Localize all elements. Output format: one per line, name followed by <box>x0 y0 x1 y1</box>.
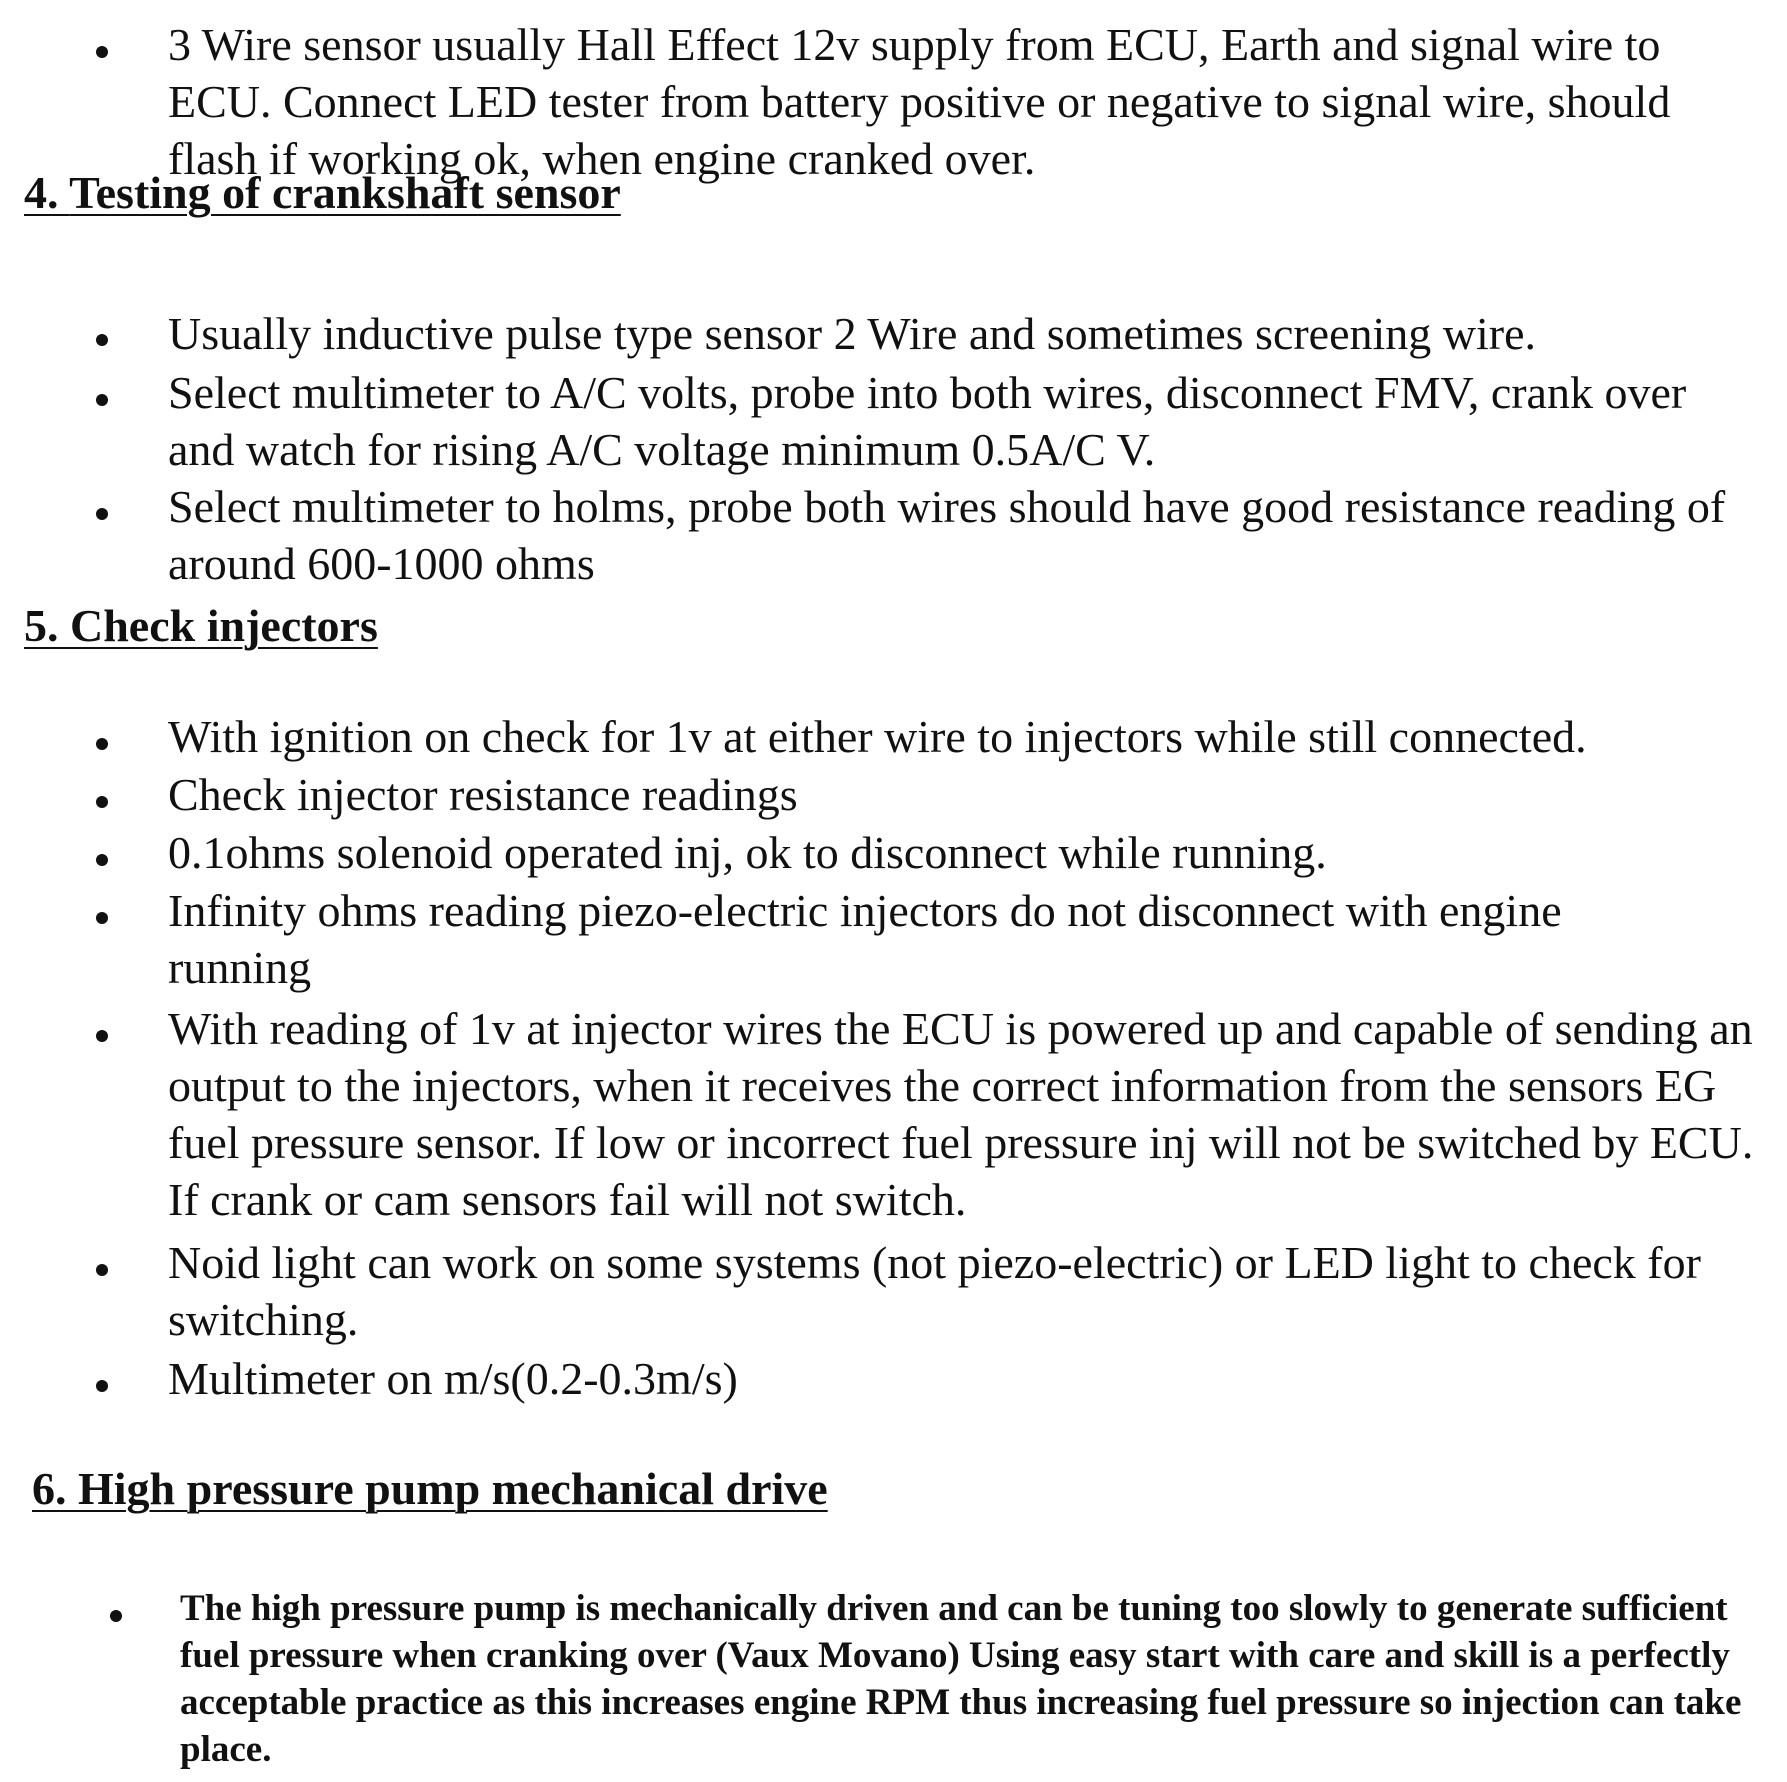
bullet-icon <box>96 334 108 346</box>
section-title: High pressure pump mechanical drive <box>78 1463 828 1514</box>
section-heading-5 <box>24 597 378 654</box>
list-item: Multimeter on m/s(0.2-0.3m/s) <box>168 1353 738 1404</box>
bullet-icon <box>96 1030 108 1042</box>
list-item: Check injector resistance readings <box>168 769 798 820</box>
section-number: 6. <box>32 1463 67 1514</box>
list-item: Noid light can work on some systems (not piezo-electric) or LED light to check for switching. <box>168 1237 1701 1345</box>
section-number: 4. <box>24 167 59 218</box>
bullet-icon <box>96 738 108 750</box>
list-item: 0.1ohms solenoid operated inj, ok to disconnect while running. <box>168 827 1327 878</box>
list-item: Infinity ohms reading piezo-electric injectors do not disconnect with engine running <box>168 885 1562 993</box>
section-number: 5. <box>24 600 59 651</box>
bullet-icon <box>96 1380 108 1392</box>
bullet-icon <box>96 912 108 924</box>
list-item: Select multimeter to A/C volts, probe into both wires, disconnect FMV, crank over and watch for rising A/C voltage minimum 0.5A/C V. <box>168 367 1687 475</box>
bullet-icon <box>96 394 108 406</box>
list-item: Usually inductive pulse type sensor 2 Wire and sometimes screening wire. <box>168 308 1537 359</box>
bullet-icon <box>96 854 108 866</box>
list-item: Select multimeter to holms, probe both wires should have good resistance reading of around 600-1000 ohms <box>168 481 1726 589</box>
bullet-icon <box>96 796 108 808</box>
bullet-icon <box>96 1264 108 1276</box>
list-item: The high pressure pump is mechanically driven and can be tuning too slowly to generate sufficient fuel pressure when cranking over (Vaux Movano) Using easy start with care and skill is a perfectly acceptable practice as this increases engine RPM thus increasing fuel pressure so injection can take place. <box>180 1588 1742 1770</box>
list-item: 3 Wire sensor usually Hall Effect 12v supply from ECU, Earth and signal wire to ECU. Connect LED tester from battery positive or negative to signal wire, should flash if working ok, when engine cranked over. <box>168 19 1671 184</box>
section-title: Testing of crankshaft sensor <box>69 167 621 218</box>
section-heading-6 <box>32 1460 828 1517</box>
list-item: With ignition on check for 1v at either wire to injectors while still connected. <box>168 711 1587 762</box>
section-title: Check injectors <box>70 600 378 651</box>
bullet-icon <box>110 1610 122 1622</box>
section-heading-4 <box>24 164 621 221</box>
list-item: With reading of 1v at injector wires the ECU is powered up and capable of sending an output to the injectors, when it receives the correct information from the sensors EG fuel pressure sensor. If low or incorrect fuel pressure inj will not be switched by ECU. If crank or cam sensors fail will not switch. <box>168 1003 1754 1225</box>
bullet-icon <box>96 508 108 520</box>
bullet-icon <box>96 46 108 58</box>
